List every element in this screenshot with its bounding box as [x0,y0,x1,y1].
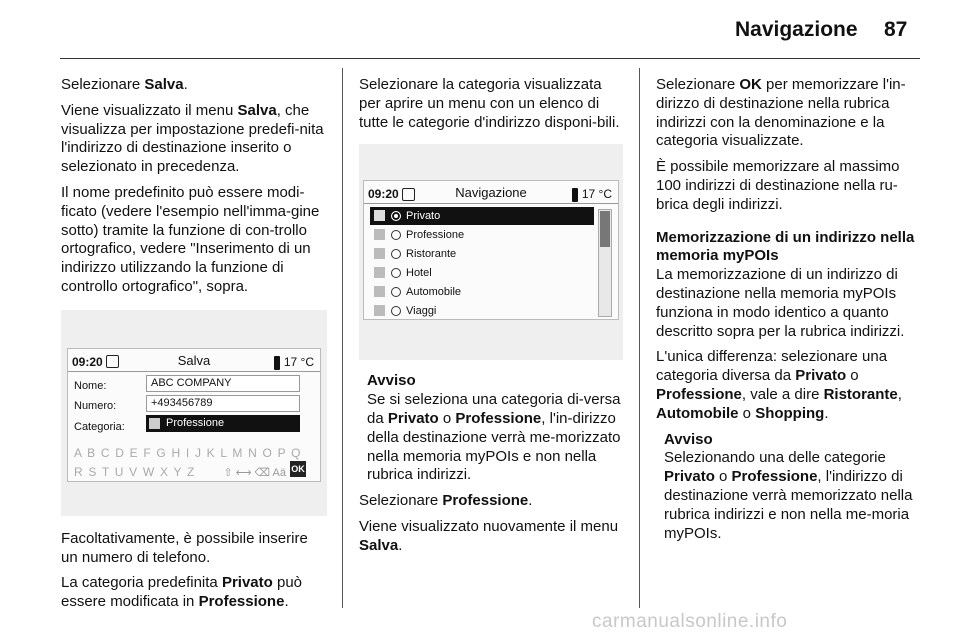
screen-title: Salva [177,352,211,368]
header-rule [60,58,920,59]
category-option[interactable]: Privato [370,207,594,225]
screen-title: Navigazione [455,185,527,201]
column-1 [61,76,327,619]
paragraph: Viene visualizzato nuovamente il menu Salva. [359,517,619,554]
category-icon [374,286,385,297]
scrollbar[interactable] [598,209,612,317]
column-3 [656,76,924,543]
radio-icon [391,287,401,297]
header-title: Navigazione [735,18,858,41]
status-bar [68,349,320,372]
section-heading: Memorizzazione di un indirizzo nella memoria myPOIs [656,228,915,265]
speller-alphabet[interactable]: A B C D E F G H I J K L M N O P Q R S T U V W X Y Z [74,445,302,479]
category-field[interactable]: Professione [146,415,300,432]
note-text: Se si seleziona una categoria di-versa da Privato o Professione, l'in-dirizzo della destinazione verrà me-morizzato nella memoria myPOIs e non nella rubrica indirizzi. [367,391,621,484]
paragraph: È possibile memorizzare al massimo 100 indirizzi di destinazione nella ru-brica degli indirizzi. [656,158,900,213]
ok-button[interactable]: OK [290,461,306,477]
category-icon [374,229,385,240]
watermark-url: carmanualsonline.info [592,611,788,632]
note [367,372,623,485]
radio-icon [391,249,401,259]
category-option[interactable]: Ristorante [370,245,594,263]
speller-keys[interactable]: ⇧ ⟷ ⌫ Aä [223,466,286,479]
category-option[interactable]: Viaggi [370,302,594,320]
navigazione-screenshot [359,144,623,360]
navigazione-screen [363,180,619,320]
salva-screen [67,348,321,482]
radio-icon [391,230,401,240]
name-label: Nome: [74,379,107,392]
paragraph: Selezionare la categoria visualizzata per aprire un menu con un elenco di tutte le categorie d'indirizzo disponi-bili. [359,76,620,131]
category-icon [374,248,385,259]
note [664,431,924,544]
clock: 09:20 [368,185,415,204]
column-divider-1 [342,68,343,608]
scrollbar-thumb[interactable] [600,211,610,247]
category-icon [374,305,385,316]
temperature: 17 °C [274,353,314,372]
category-option[interactable]: Professione [370,226,594,244]
radio-icon [391,268,401,278]
number-label: Numero: [74,399,117,412]
name-field[interactable]: ABC COMPANY [146,375,300,392]
paragraph: Facoltativamente, è possibile inserire un numero di telefono. [61,529,308,566]
column-2 [359,76,623,563]
clock: 09:20 [72,353,119,372]
category-icon [374,267,385,278]
note-title: Avviso [664,430,713,448]
status-bar [364,181,618,204]
paragraph: L'unica differenza: selezionare una categoria diversa da Privato o Professione, vale a dire Ristorante, Automobile o Shopping. [656,348,902,422]
thermometer-icon [572,188,578,202]
note-text: Selezionando una delle categorie Privato o Professione, l'indirizzo di destinazione verrà memorizzato nella rubrica indirizzi e non nella me-moria myPOIs. [664,449,913,542]
category-option[interactable]: Automobile [370,283,594,301]
note-title: Avviso [367,372,416,390]
paragraph: Selezionare OK per memorizzare l'in-dirizzo di destinazione nella rubrica indirizzi con la denominazione e la categoria visualizzate. [656,76,906,150]
thermometer-icon [274,356,280,370]
page-number: 87 [884,18,908,41]
paragraph: La categoria predefinita Privato può essere modificata in Professione. [61,574,303,611]
number-field[interactable]: +493456789 [146,395,300,412]
temperature: 17 °C [572,185,612,204]
category-icon [374,210,385,221]
category-option[interactable]: Hotel [370,264,594,282]
salva-screenshot [61,310,327,516]
paragraph: Il nome predefinito può essere modi-ficato (vedere l'esempio nell'imma-gine sotto) tramite la funzione di con-trollo ortografico, vedere "Inserimento di un indirizzo utilizzando la funzione di controllo ortografico", sopra. [61,183,320,295]
paragraph: La memorizzazione di un indirizzo di destinazione nella memoria myPOIs funziona in modo identico a quanto descritto sopra per la rubrica indirizzi. [656,266,905,340]
paragraph: Viene visualizzato il menu Salva, che visualizza per impostazione predefi-nita l'indirizzo di destinazione inserito o selezionato in precedenza. [61,101,324,176]
column-divider-2 [639,68,640,608]
category-label: Categoria: [74,420,125,433]
radio-icon [391,306,401,316]
radio-icon [391,211,401,221]
paragraph: Selezionare Salva. [61,76,188,93]
paragraph: Selezionare Professione. [359,492,533,510]
category-icon [149,418,160,429]
